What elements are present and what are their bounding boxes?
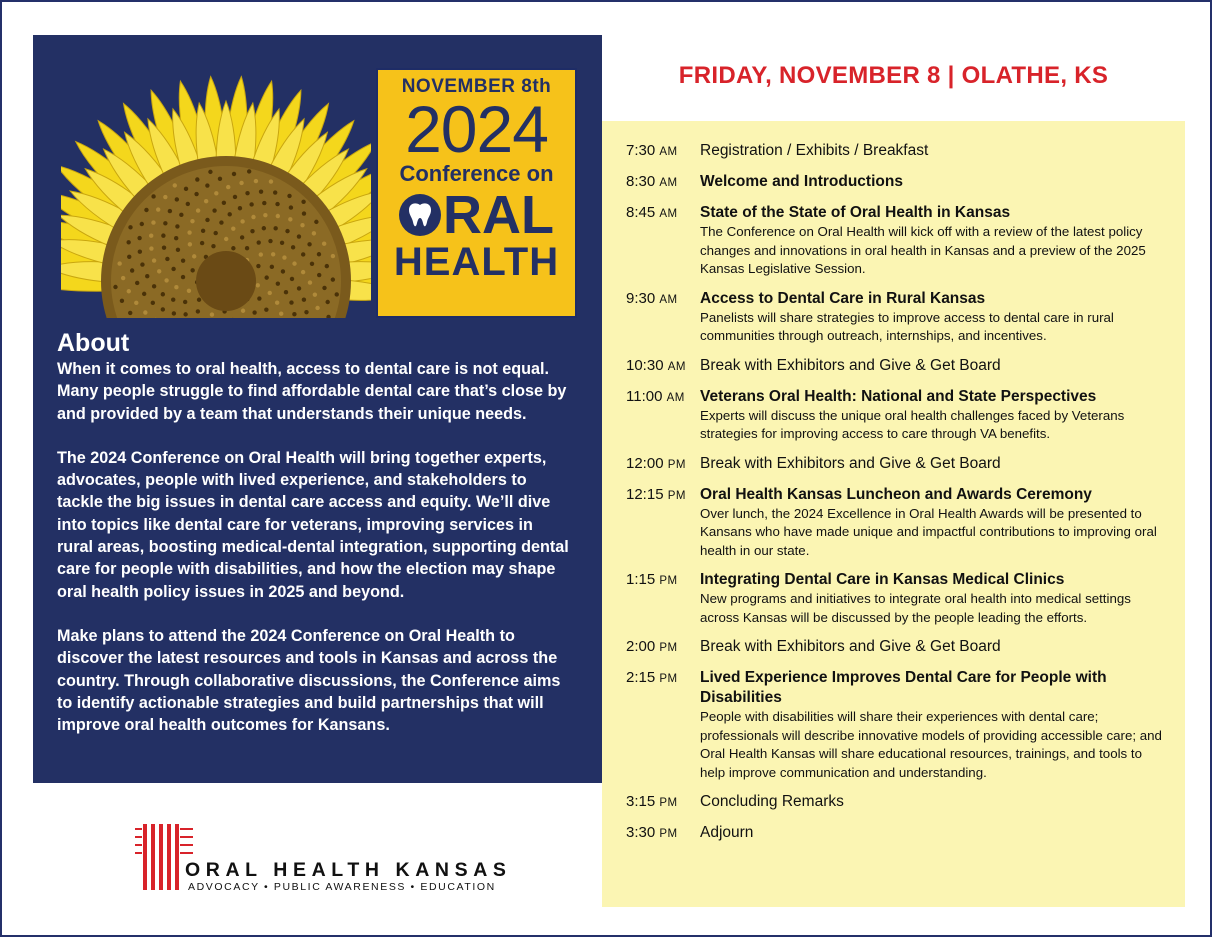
agenda-time [626,289,700,346]
agenda-time-value: 2:15 [626,669,656,686]
agenda-item [626,289,1165,346]
agenda-item [626,454,1165,475]
banner-oral [378,185,575,245]
agenda-time-ampm: AM [659,146,678,158]
about-panel [33,35,602,783]
banner-conference: Conference on [399,161,554,186]
banner-oral-text: RAL [443,185,554,245]
event-date-location: FRIDAY, NOVEMBER 8 | OLATHE, KS [678,62,1109,89]
conference-logo [376,68,577,318]
agenda-description: People with disabilities will share their experiences with dental care; professionals will describe innovative models of providing accessible care; and Oral Health Kansas will share educational resources, trainings, and tools to help improve communication and understanding. [700,709,1162,780]
agenda-time [626,570,700,627]
agenda-title: State of the State of Oral Health in Kansas [700,204,1011,221]
agenda-item [626,172,1165,193]
agenda-content [700,485,1165,561]
agenda-time [626,485,700,561]
agenda-time [626,792,700,813]
agenda-time-value: 8:45 [626,204,656,221]
agenda-item [626,823,1165,844]
agenda-content [700,570,1165,627]
agenda-item [626,570,1165,627]
agenda-description: Experts will discuss the unique oral health challenges faced by Veterans strategies for improving access to care through VA benefits. [700,407,1125,441]
agenda-time-ampm: PM [659,575,678,587]
agenda-description: Over lunch, the 2024 Excellence in Oral Health Awards will be presented to Kansans who have made unique and impactful contributions to improving oral health in our state. [700,505,1157,558]
agenda-title: Access to Dental Care in Rural Kansas [700,289,986,307]
about-heading: About [57,329,130,357]
agenda-time-ampm: PM [659,673,678,685]
agenda-time-ampm: PM [667,458,686,471]
agenda-content [700,203,1165,279]
org-tagline: ADVOCACY • PUBLIC AWARENESS • EDUCATION [188,881,496,893]
agenda-title: Break with Exhibitors and Give & Get Board [700,356,1001,374]
agenda-title: Oral Health Kansas Luncheon and Awards Ceremony [700,485,1092,503]
agenda-content [700,172,1165,193]
agenda-content [700,668,1165,782]
agenda-time-value: 12:00 [626,454,664,472]
agenda-title: Adjourn [700,824,754,841]
oral-health-kansas-logo [135,822,512,894]
about-paragraph-1: When it comes to oral health, access to dental care is not equal. Many people struggle to find affordable dental care that’s close by and provided by a team that understands their unique needs. [57,360,567,423]
agenda-item [626,387,1165,444]
agenda-time-ampm: AM [659,208,678,220]
agenda-description: The Conference on Oral Health will kick off with a review of the latest policy changes and innovations in oral health in Kansas and a preview of the 2025 Kansas Legislative Session. [700,224,1146,276]
agenda-description: Panelists will share strategies to improve access to dental care in rural communities through outreach, internships, and incentives. [700,309,1114,343]
agenda-time [626,203,700,279]
agenda-time-value: 11:00 [626,387,663,405]
agenda-item [626,356,1165,377]
banner-year: 2024 [405,92,548,166]
agenda-time [626,823,700,844]
banner-health: HEALTH [393,240,560,284]
agenda-content [700,637,1165,658]
agenda-time-value: 10:30 [626,356,664,374]
agenda-item [626,792,1165,813]
about-section [57,328,569,758]
agenda-time-ampm: PM [659,828,678,840]
agenda-title: Break with Exhibitors and Give & Get Board [700,454,1001,472]
agenda-title: Concluding Remarks [700,793,844,810]
agenda-title: Integrating Dental Care in Kansas Medical Clinics [700,571,1065,588]
agenda-time [626,387,700,444]
agenda-item [626,203,1165,279]
agenda-time [626,668,700,782]
sunflower-image [61,66,371,318]
agenda-title: Welcome and Introductions [700,173,903,190]
about-paragraph-3: Make plans to attend the 2024 Conference on Oral Health to discover the latest resources and tools in Kansas and across the country. Through collaborative discussions, the Conference aims to identify actionable strategies and build partnerships that will improve oral health outcomes for Kansans. [57,626,561,735]
agenda-content [700,387,1165,444]
agenda-item [626,668,1165,782]
agenda-time-ampm: AM [667,360,686,373]
agenda-time [626,141,700,162]
agenda-time [626,356,700,377]
agenda-content [700,289,1165,346]
agenda-time-value: 9:30 [626,289,656,307]
agenda-title: Registration / Exhibits / Breakfast [700,142,929,159]
agenda-content [700,823,1165,844]
agenda-time-ampm: PM [659,797,678,809]
agenda-time-ampm: AM [659,293,678,306]
agenda-time-value: 1:15 [626,571,656,588]
agenda-title: Veterans Oral Health: National and State Perspectives [700,387,1097,405]
agenda-content [700,141,1165,162]
agenda-content [700,454,1165,475]
agenda-description: New programs and initiatives to integrate oral health into medical settings across Kansas will be discussed by the people leading the efforts. [700,591,1131,625]
agenda-schedule [602,121,1185,907]
tooth-icon [399,194,441,236]
agenda-time-ampm: PM [659,642,678,654]
agenda-time [626,454,700,475]
agenda-item [626,141,1165,162]
agenda-time-value: 3:15 [626,793,656,810]
agenda-content [700,356,1165,377]
agenda-time-ampm: AM [659,177,678,189]
agenda-time-value: 3:30 [626,824,656,841]
agenda-item [626,637,1165,658]
agenda-time-ampm: AM [666,391,685,404]
agenda-time [626,172,700,193]
agenda-time-value: 8:30 [626,173,656,190]
agenda-time-value: 2:00 [626,638,656,655]
banner-date: NOVEMBER 8th [401,76,552,97]
org-name: ORAL HEALTH KANSAS [185,859,512,881]
agenda-title: Break with Exhibitors and Give & Get Board [700,638,1001,655]
agenda-content [700,792,1165,813]
agenda-item [626,485,1165,561]
agenda-time-value: 12:15 [626,485,664,503]
agenda-title: Lived Experience Improves Dental Care for People with Disabilities [700,669,1107,706]
agenda-time-value: 7:30 [626,142,656,159]
agenda-time [626,637,700,658]
agenda-time-ampm: PM [667,489,686,502]
about-paragraph-2: The 2024 Conference on Oral Health will bring together experts, advocates, people with lived experience, and stakeholders to tackle the big issues in dental care access and equity. We’ll dive into topics like dental care for veterans, improving services in rural areas, boosting medical-dental integration, supporting dental care for people with disabilities, and how the election may shape oral health policy issues in 2025 and beyond. [57,448,569,601]
conference-banner [61,66,577,318]
